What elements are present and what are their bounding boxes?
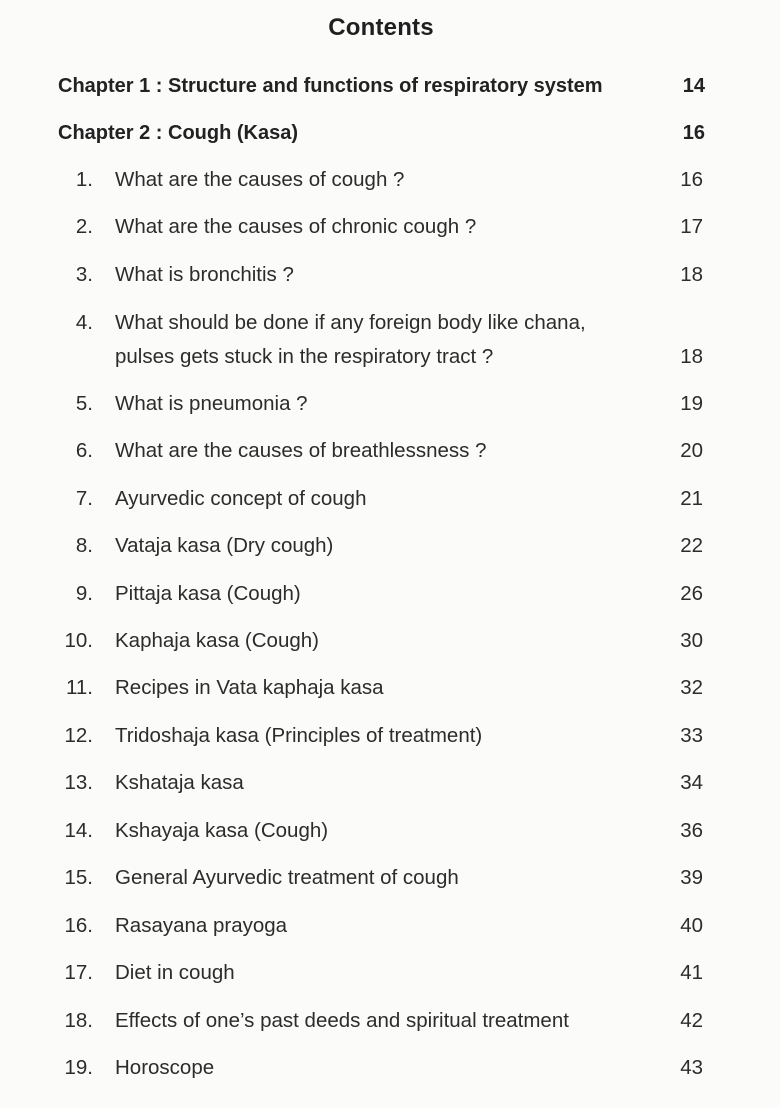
item-title: Ayurvedic concept of cough xyxy=(115,487,367,510)
item-number: 5. xyxy=(75,392,93,415)
item-page-number: 41 xyxy=(680,961,703,984)
item-title: Tridoshaja kasa (Principles of treatment) xyxy=(115,724,483,747)
item-page-number: 18 xyxy=(680,263,703,286)
item-title: Kshataja kasa xyxy=(115,771,244,794)
item-number: 10. xyxy=(64,629,93,652)
item-number: 4. xyxy=(75,311,93,334)
item-title: What are the causes of cough ? xyxy=(115,168,405,191)
item-title: Horoscope xyxy=(115,1056,215,1079)
item-title: Vataja kasa (Dry cough) xyxy=(115,534,334,557)
item-number: 17. xyxy=(64,961,93,984)
item-title: What are the causes of breathlessness ? xyxy=(115,439,487,462)
item-page-number: 39 xyxy=(680,866,703,889)
item-page-number: 33 xyxy=(680,724,703,747)
item-page-number: 16 xyxy=(680,168,703,191)
item-page-number: 30 xyxy=(680,629,703,652)
chapter-page-number: 14 xyxy=(682,75,705,97)
item-title: Pittaja kasa (Cough) xyxy=(115,582,301,605)
item-page-number: 43 xyxy=(680,1056,703,1079)
item-title: What are the causes of chronic cough ? xyxy=(115,215,477,238)
item-number: 12. xyxy=(64,724,93,747)
item-number: 13. xyxy=(64,771,93,794)
item-title: Kshayaja kasa (Cough) xyxy=(115,819,329,842)
item-number: 16. xyxy=(64,914,93,937)
page-title: Contents xyxy=(328,14,434,41)
chapter-label: Chapter 2 : Cough (Kasa) xyxy=(58,122,299,144)
item-title: General Ayurvedic treatment of cough xyxy=(115,866,459,889)
item-number: 19. xyxy=(64,1056,93,1079)
item-number: 3. xyxy=(75,263,93,286)
item-number: 11. xyxy=(66,676,93,699)
item-number: 6. xyxy=(75,439,93,462)
item-page-number: 36 xyxy=(680,819,703,842)
item-page-number: 20 xyxy=(680,439,703,462)
item-title-line-1: What should be done if any foreign body like chana, xyxy=(115,311,586,334)
item-page-number: 22 xyxy=(680,534,703,557)
item-page-number: 26 xyxy=(680,582,703,605)
item-number: 14. xyxy=(64,819,93,842)
item-page-number: 40 xyxy=(680,914,703,937)
item-number: 2. xyxy=(75,215,93,238)
item-title-line-2: pulses gets stuck in the respiratory tract ? xyxy=(115,345,494,368)
item-number: 18. xyxy=(64,1009,93,1032)
item-title: What is bronchitis ? xyxy=(115,263,294,286)
item-number: 7. xyxy=(75,487,93,510)
item-page-number: 21 xyxy=(680,487,703,510)
item-title: Diet in cough xyxy=(115,961,235,984)
item-page-number: 17 xyxy=(680,215,703,238)
chapter-page-number: 16 xyxy=(682,122,705,144)
item-title: Effects of one’s past deeds and spiritual treatment xyxy=(115,1009,569,1032)
item-page-number: 34 xyxy=(680,771,703,794)
item-title: Kaphaja kasa (Cough) xyxy=(115,629,319,652)
chapter-label: Chapter 1 : Structure and functions of respiratory system xyxy=(58,75,603,97)
item-page-number: 32 xyxy=(680,676,703,699)
item-title: Rasayana prayoga xyxy=(115,914,288,937)
item-number: 15. xyxy=(64,866,93,889)
item-title: Recipes in Vata kaphaja kasa xyxy=(115,676,384,699)
item-number: 1. xyxy=(75,168,93,191)
item-number: 9. xyxy=(75,582,93,605)
item-page-number: 18 xyxy=(680,345,703,368)
item-page-number: 19 xyxy=(680,392,703,415)
item-title: What is pneumonia ? xyxy=(115,392,308,415)
item-page-number: 42 xyxy=(680,1009,703,1032)
item-number: 8. xyxy=(75,534,93,557)
